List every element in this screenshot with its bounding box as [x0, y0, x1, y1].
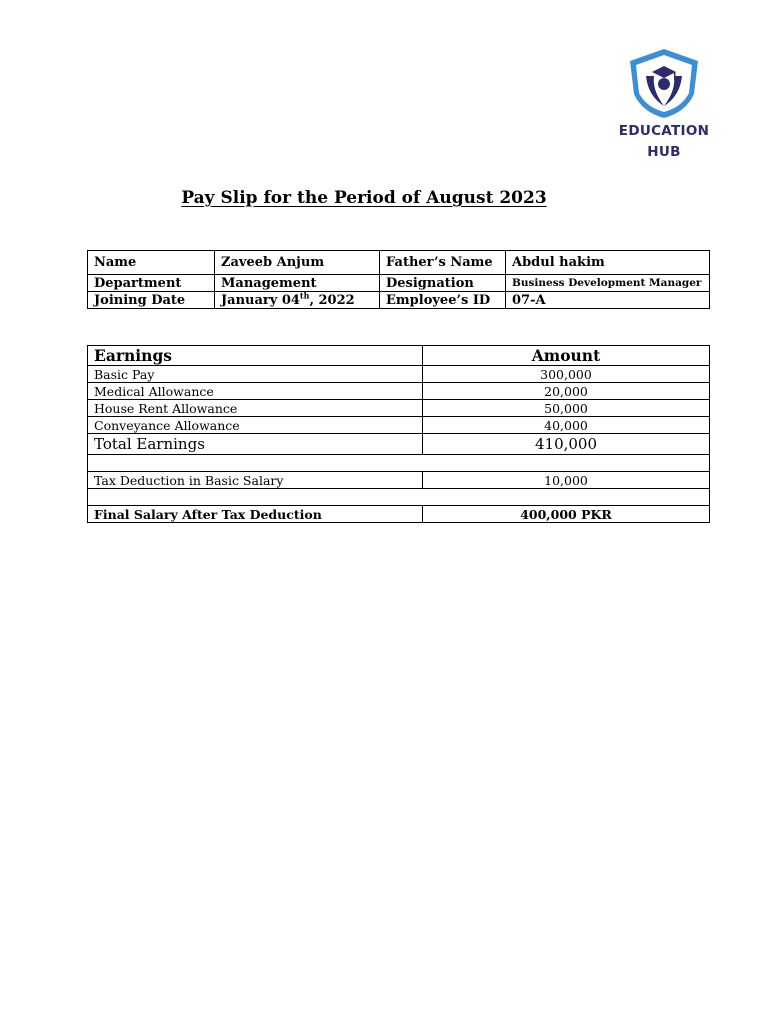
name-value: Zaveeb Anjum [215, 251, 380, 275]
table-row [88, 417, 710, 434]
earning-label: Basic Pay [88, 366, 423, 383]
tax-deduction-amount: 10,000 [423, 472, 710, 489]
total-earnings-label: Total Earnings [88, 434, 423, 455]
employee-info-table [87, 250, 710, 309]
logo-text-hub: HUB [647, 144, 681, 160]
table-row [88, 251, 710, 275]
table-row [88, 275, 710, 292]
table-row [88, 383, 710, 400]
father-name-value: Abdul hakim [506, 251, 710, 275]
final-salary-label: Final Salary After Tax Deduction [88, 506, 423, 523]
earning-label: Conveyance Allowance [88, 417, 423, 434]
employee-id-label: Employee’s ID [380, 292, 506, 309]
spacer-row [88, 489, 710, 506]
final-salary-amount: 400,000 PKR [423, 506, 710, 523]
joining-date-prefix: January 04 [221, 292, 300, 308]
father-name-label: Father’s Name [380, 251, 506, 275]
earnings-header: Earnings [88, 346, 423, 366]
name-label: Name [88, 251, 215, 275]
logo-text-education: EDUCATION [618, 123, 710, 139]
company-logo [602, 46, 726, 162]
earning-amount: 300,000 [423, 366, 710, 383]
table-header-row [88, 346, 710, 366]
amount-header: Amount [423, 346, 710, 366]
earning-amount: 20,000 [423, 383, 710, 400]
earning-amount: 50,000 [423, 400, 710, 417]
joining-date-label: Joining Date [88, 292, 215, 309]
designation-value: Business Development Manager [506, 275, 710, 292]
spacer-cell [88, 455, 710, 472]
table-row [88, 400, 710, 417]
page-title: Pay Slip for the Period of August 2023 [181, 188, 547, 208]
earning-amount: 40,000 [423, 417, 710, 434]
table-row [88, 292, 710, 309]
joining-date-suffix: , 2022 [309, 292, 355, 308]
joining-date-ordinal: th [299, 290, 310, 301]
shield-logo-icon [624, 46, 704, 120]
tax-deduction-row [88, 472, 710, 489]
spacer-cell [88, 489, 710, 506]
total-earnings-amount: 410,000 [423, 434, 710, 455]
designation-label: Designation [380, 275, 506, 292]
earning-label: Medical Allowance [88, 383, 423, 400]
earnings-table [87, 345, 710, 523]
spacer-row [88, 455, 710, 472]
employee-id-value: 07-A [506, 292, 710, 309]
earning-label: House Rent Allowance [88, 400, 423, 417]
tax-deduction-label: Tax Deduction in Basic Salary [88, 472, 423, 489]
department-label: Department [88, 275, 215, 292]
total-earnings-row [88, 434, 710, 455]
table-row [88, 366, 710, 383]
joining-date-value [215, 292, 380, 309]
final-salary-row [88, 506, 710, 523]
department-value: Management [215, 275, 380, 292]
